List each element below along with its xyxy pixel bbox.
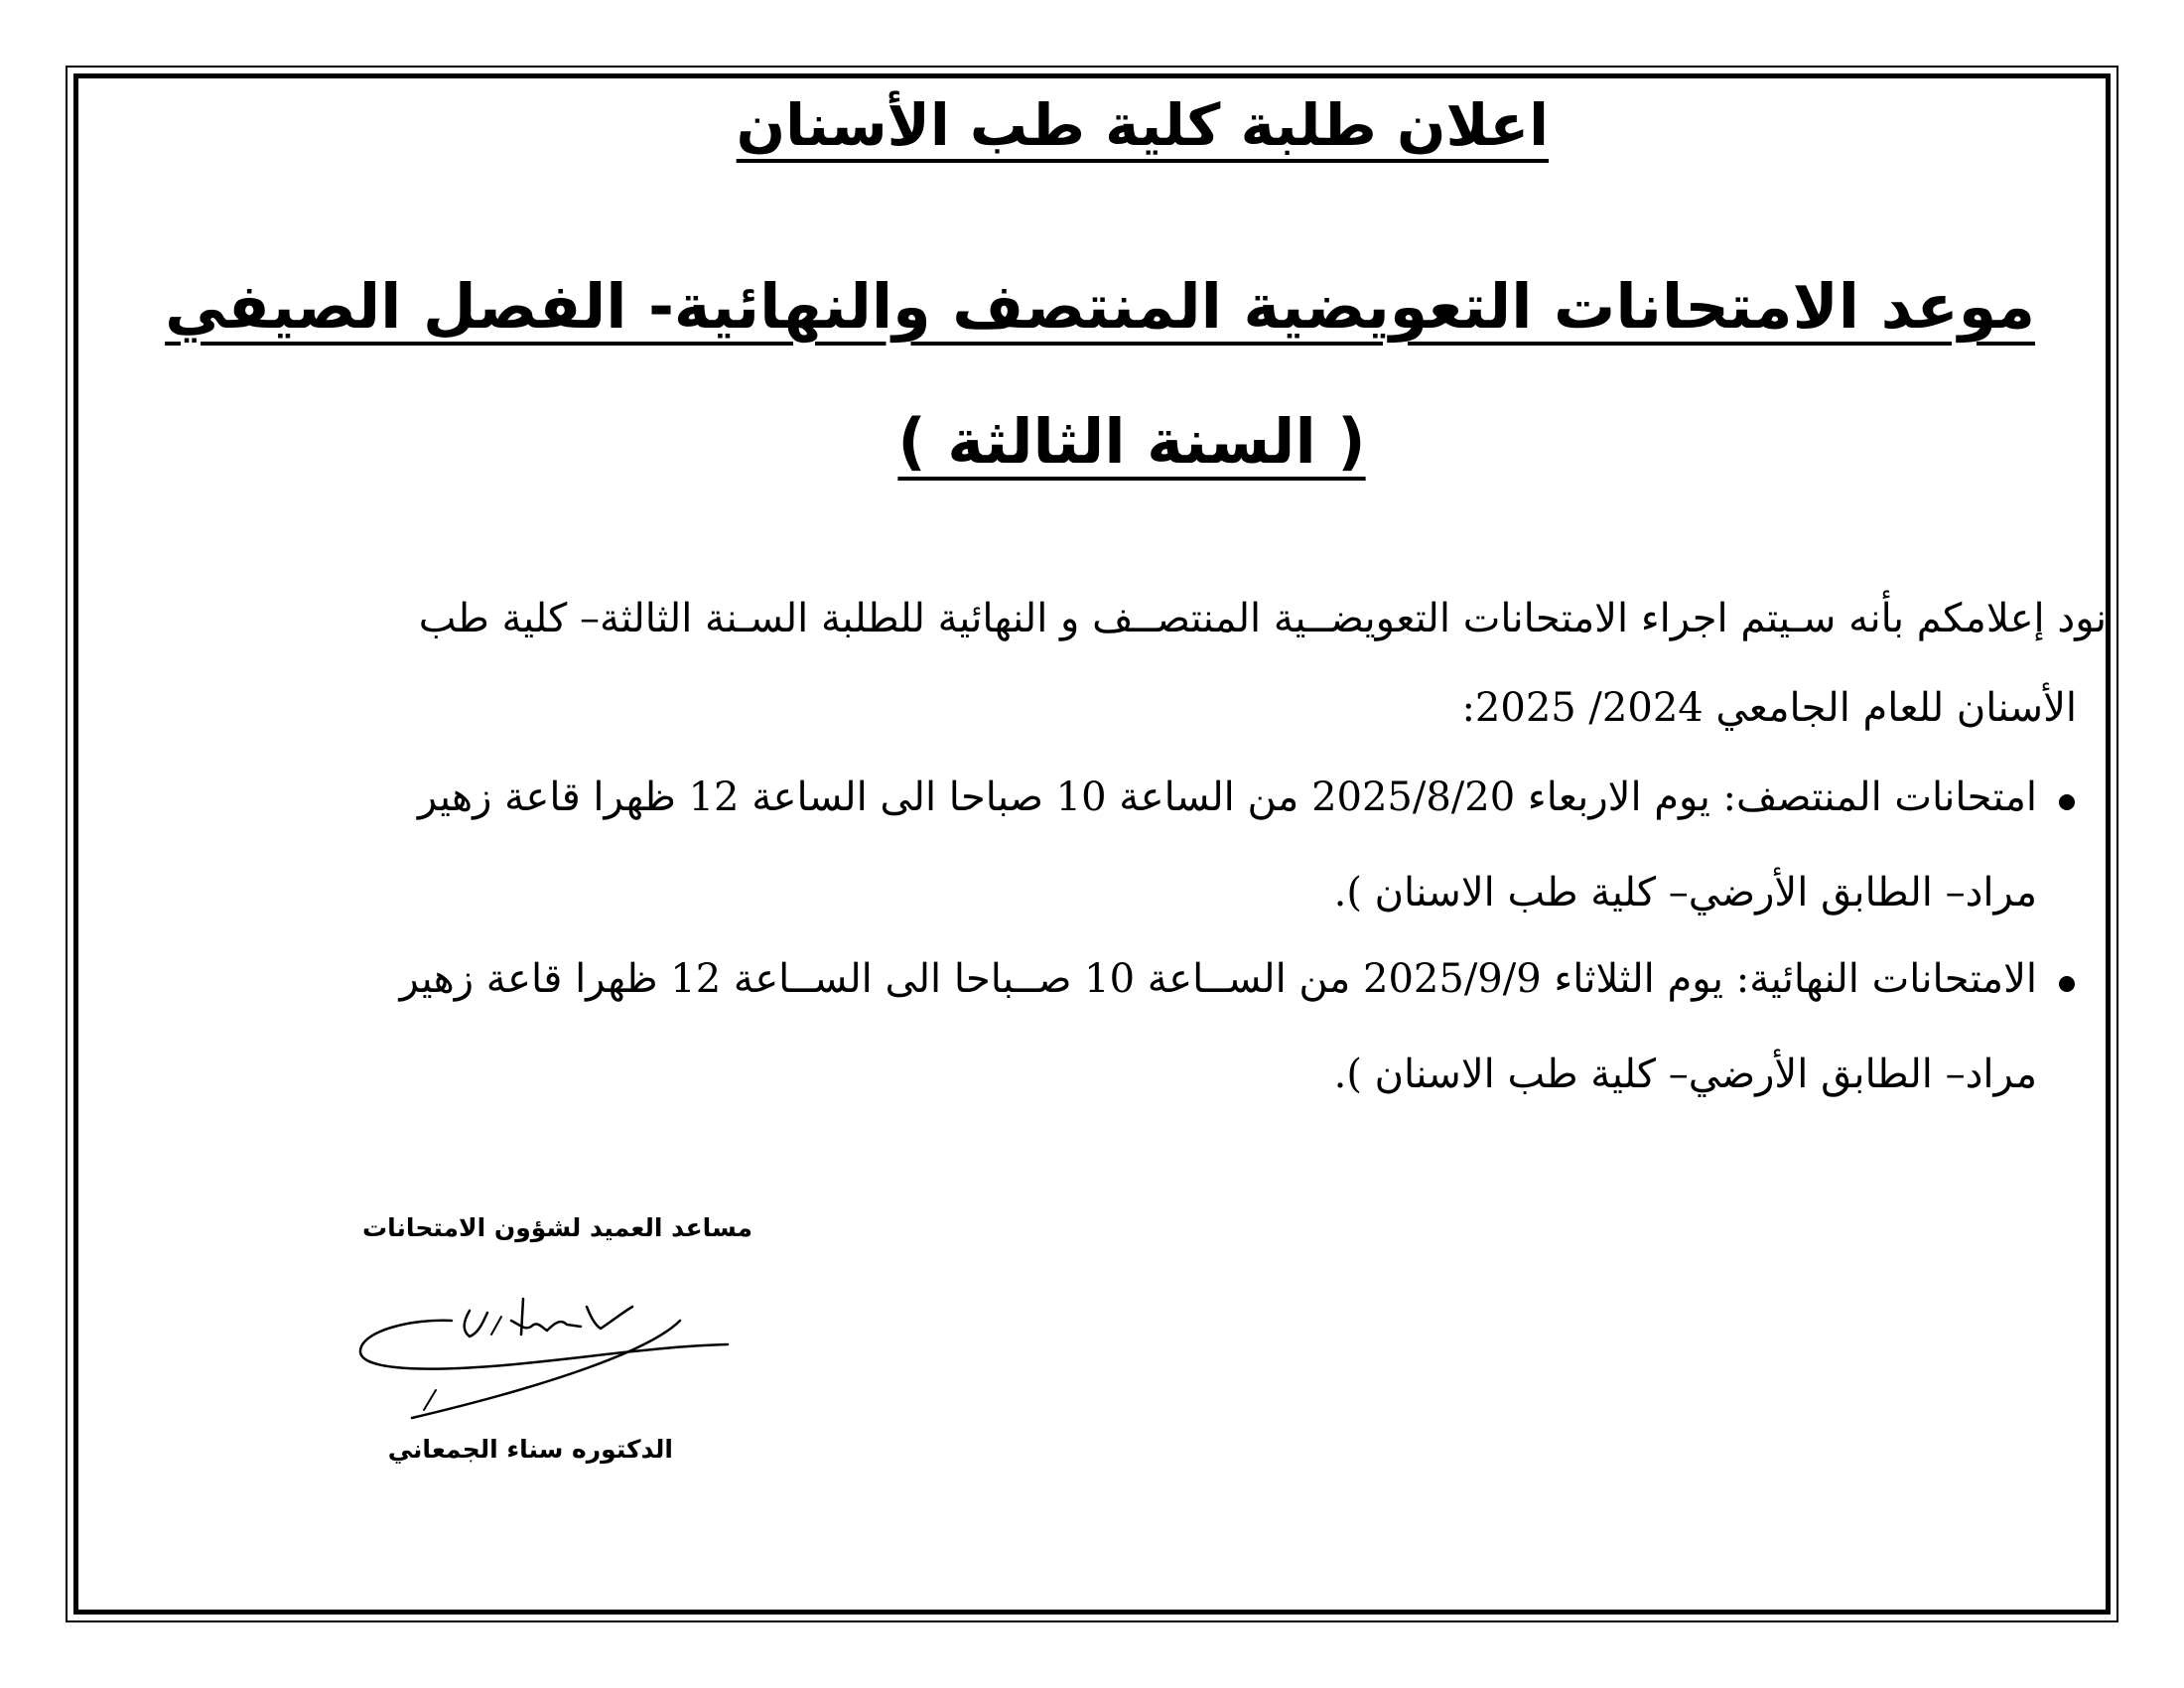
bullet-icon — [2059, 976, 2075, 992]
signatory-title: مساعد العميد لشؤون الامتحانات — [362, 1213, 752, 1242]
announcement-subtitle — [165, 270, 2035, 343]
year-heading — [874, 405, 1390, 478]
handwritten-signature — [352, 1291, 750, 1430]
announcement-title-text: اعلان طلبة كلية طب الأسنان — [736, 91, 1549, 159]
final-exam-line-1: الامتحانات النهائية: يوم الثلاثاء 2025/9/9 من الســاعة 10 صــباحا الى الســاعة 12 ظهرا قاعة زهير — [399, 956, 2037, 1002]
intro-line-2: الأسنان للعام الجامعي 2024/ 2025: — [1461, 685, 2077, 731]
year-heading-text: ( السنة الثالثة ) — [897, 405, 1366, 478]
midterm-exam-line-1: امتحانات المنتصف: يوم الاربعاء 2025/8/20 من الساعة 10 صباحا الى الساعة 12 ظهرا قاعة زهير — [417, 774, 2037, 820]
intro-line-1: نود إعلامكم بأنه سـيتم اجراء الامتحانات التعويضــية المنتصــف و النهائية للطلبة السـنة الثالثة– كلية طب — [418, 596, 2107, 641]
final-exam-line-2: مراد– الطابق الأرضي– كلية طب الاسنان ). — [1333, 1052, 2037, 1097]
announcement-title — [736, 91, 1549, 159]
bullet-icon — [2059, 794, 2075, 810]
midterm-exam-line-2: مراد– الطابق الأرضي– كلية طب الاسنان ). — [1333, 870, 2037, 915]
announcement-subtitle-text: موعد الامتحانات التعويضية المنتصف والنهائية- الفصل الصيفي — [165, 270, 2035, 343]
signatory-name: الدكتوره سناء الجمعاني — [387, 1435, 673, 1464]
